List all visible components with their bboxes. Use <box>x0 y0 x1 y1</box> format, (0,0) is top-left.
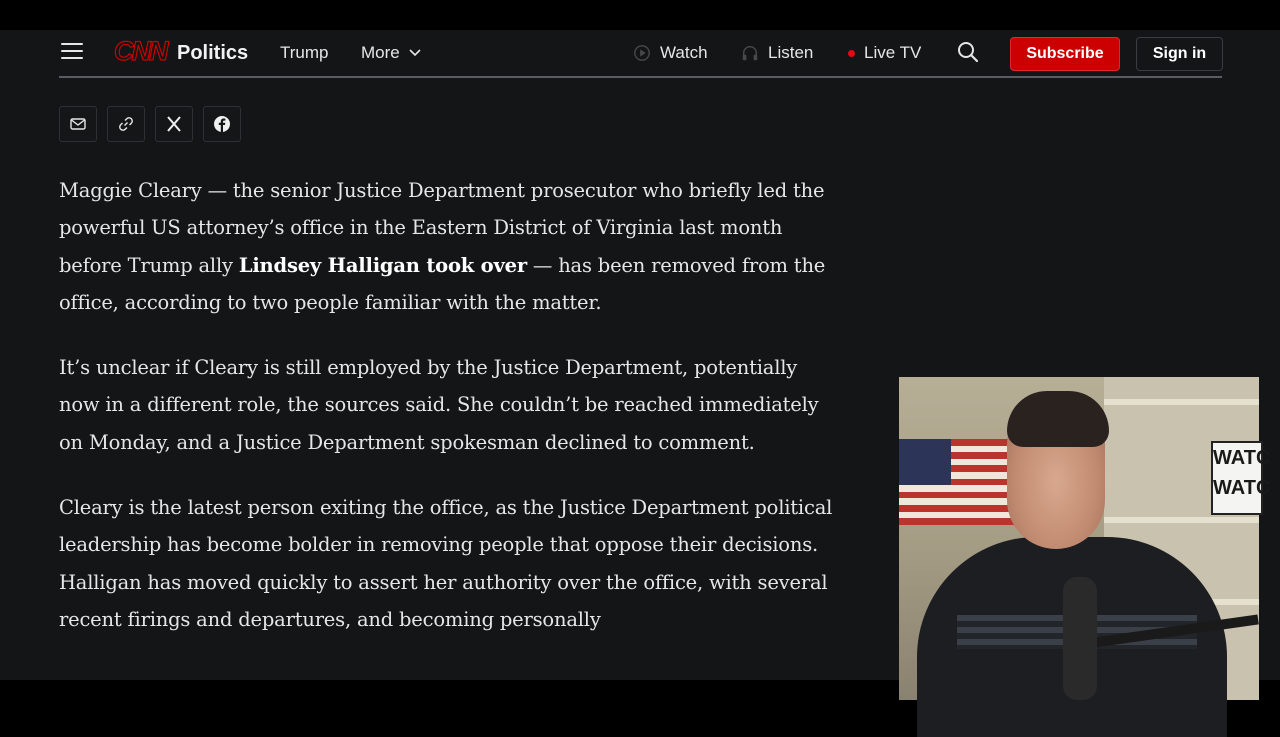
listen-link[interactable] <box>741 43 813 63</box>
share-facebook-button[interactable] <box>203 106 241 142</box>
article-paragraph-2: It’s unclear if Cleary is still employed by the Justice Department, potentially now in a different role, the sources said. She couldn’t be reached immediately on Monday, and a Justice Department spokesman declined to comment. <box>59 356 819 454</box>
subscribe-button[interactable]: Subscribe <box>1010 37 1120 71</box>
sign-in-button[interactable]: Sign in <box>1136 37 1223 71</box>
cnn-logo[interactable]: CNN <box>114 36 167 66</box>
link-icon <box>117 115 135 133</box>
halligan-link[interactable]: Lindsey Halligan took over <box>238 253 527 277</box>
listen-label: Listen <box>768 43 814 62</box>
nav-trump[interactable]: Trump <box>280 43 329 62</box>
watch-link[interactable] <box>633 43 708 63</box>
article-body <box>59 172 839 666</box>
watch-label: Watch <box>660 43 708 62</box>
section-title[interactable]: Politics <box>177 42 249 64</box>
live-dot-icon <box>848 50 855 57</box>
article-paragraph-3: Cleary is the latest person exiting the office, as the Justice Department political leadership has become bolder in removing people that oppose their decisions. Halligan has moved quickly to assert her authority over the office, with several recent firings and departures, and becoming personally <box>59 496 833 631</box>
share-email-button[interactable] <box>59 106 97 142</box>
chevron-down-icon <box>409 48 421 58</box>
browser-viewport <box>0 30 1280 680</box>
watch-sign: WATC WATC <box>1211 441 1263 515</box>
american-flag <box>899 439 1017 525</box>
site-header <box>59 30 1222 78</box>
menu-icon[interactable] <box>61 43 83 59</box>
x-icon <box>165 115 183 133</box>
nav-more[interactable] <box>361 43 421 63</box>
share-link-button[interactable] <box>107 106 145 142</box>
facebook-icon <box>213 115 231 133</box>
live-tv-label: Live TV <box>864 43 922 62</box>
nav-more-label: More <box>361 43 400 62</box>
search-icon[interactable] <box>957 41 979 63</box>
microphone <box>1063 577 1097 700</box>
share-bar <box>59 106 241 142</box>
article-paragraph-1: Maggie Cleary — the senior Justice Department prosecutor who briefly led the powerful US attorney’s office in the Eastern District of Virginia last month before Trump ally Lindsey Halligan took over — has been removed from the office, according to two people familiar with the matter. <box>59 179 826 314</box>
play-circle-icon <box>633 44 651 62</box>
email-icon <box>69 115 87 133</box>
live-tv-link[interactable] <box>848 43 921 63</box>
headphones-icon <box>741 44 759 62</box>
share-x-button[interactable] <box>155 106 193 142</box>
webcam-overlay <box>899 377 1271 700</box>
